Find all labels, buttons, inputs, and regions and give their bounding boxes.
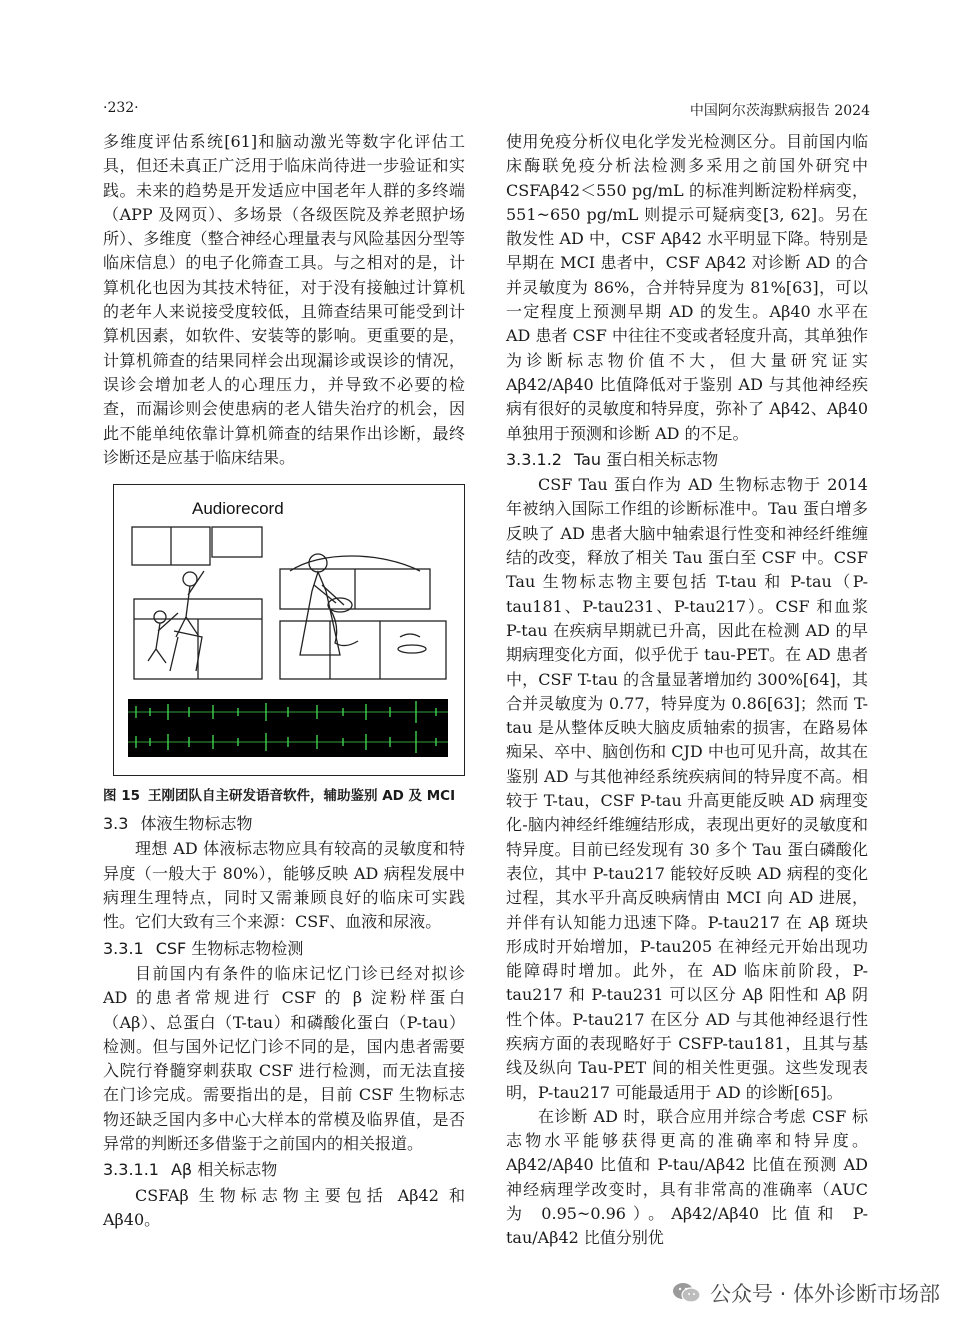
wechat-icon: [672, 1281, 702, 1305]
cookie-theft-illustration: [130, 525, 448, 685]
body-paragraph: 理想 AD 体液标志物应具有较高的灵敏度和特异度（一般大于 80%），能够反映 AD 病程发展中病理生理特点，同时又需兼顾良好的临床可实践性。它们大致有三个来源：CSF、血液和尿液。: [103, 839, 465, 932]
body-paragraph: 多维度评估系统[61]和脑动激光等数字化评估工具，但还未真正广泛用于临床尚待进一步验证和实践。未来的趋势是开发适应中国老年人群的多终端（APP 及网页）、多场景（各级医院及养老照护场所）、多维度（整合神经心理量表与风险基因分型等临床信息）的电子化筛查工具。与之相对的是，计算机化也因为其技术特征，对于没有接触过计算机的老年人来说接受度较低，且筛查结果可能受到计算机因素，如软件、安装等的影响。更重要的是，计算机筛查的结果同样会出现漏诊或误诊的情况，误诊会增加老人的心理压力，并导致不必要的检查，而漏诊则会使患病的老人错失治疗的机会，因此不能单纯依靠计算机筛查的结果作出诊断，最终诊断还是应基于临床结果。: [103, 132, 465, 467]
figure-caption-text: 王刚团队自主研发语音软件，辅助鉴别 AD 及 MCI: [148, 788, 456, 805]
watermark-text: 公众号 · 体外诊断市场部: [709, 1282, 940, 1306]
running-title: 中国阿尔茨海默病报告 2024: [689, 103, 870, 119]
section-heading-3-3: [103, 812, 465, 836]
section-number: 3.3.1: [103, 938, 144, 958]
section-number: 3.3.1.2: [506, 449, 562, 469]
body-paragraph: CSF Tau 蛋白作为 AD 生物标志物于 2014 年被纳入国际工作组的诊断标准中。Tau 蛋白增多反映了 AD 患者大脑中轴索退行性变和神经纤维缠结的改变，释放了相关 Tau 蛋白至 CSF 中。CSF Tau 生物标志物主要包括 T-tau 和 P-tau（P-tau181、P-tau231、P-tau217）。CSF 和血浆 P-tau 在疾病早期就已升高，因此在检测 AD 的早期病理变化方面，似乎优于 tau-PET。在 AD 患者中，CSF T-tau 的含量显著增加约 300%[64]，其合并灵敏度为 0.77，特异度为 0.86[63]；然而 T-tau 是从整体反映大脑皮质轴索的损害，在路易体痴呆、卒中、脑创伤和 CJD 中也可见升高，故其在鉴别 AD 与其他神经系统疾病间的特异度不高。相较于 T-tau，CSF P-tau 升高更能反映 AD 病理变化-脑内神经纤维缠结形成，表现出更好的灵敏度和特异度。目前已经发现有 30 多个 Tau 蛋白磷酸化表位，其中 P-tau217 能较好反映 AD 病程的变化过程，其水平升高反映病情由 MCI 向 AD 进展，并伴有认知能力迅速下降。P-tau217 在 Aβ 斑块形成时开始增加，P-tau205 在神经元开始出现功能障碍时增加。此外，在 AD 临床前阶段，P-tau217 和 P-tau231 可以区分 Aβ 阳性和 Aβ 阴性个体。P-tau217 在区分 AD 与其他神经退行性疾病方面的表现略好于 CSFP-tau181，且其与基线及纵向 Tau-PET 间的相关性更强。这些发现表明，P-tau217 可能最适用于 AD 的诊断[65]。: [506, 475, 868, 1102]
section-heading-3-3-1-2: [506, 448, 868, 472]
figure-title: Audiorecord: [192, 499, 284, 519]
right-column: [506, 130, 868, 1251]
section-number: 3.3: [103, 814, 129, 834]
body-paragraph: CSFAβ 生物标志物主要包括 Aβ42 和 Aβ40。: [103, 1185, 465, 1229]
section-title: CSF 生物标志物检测: [155, 938, 304, 958]
section-heading-3-3-1-1: [103, 1158, 465, 1182]
watermark: [672, 1278, 940, 1308]
section-title: Tau 蛋白相关标志物: [573, 449, 719, 469]
body-paragraph: 使用免疫分析仪电化学发光检测区分。目前国内临床酶联免疫分析法检测多采用之前国外研究中 CSFAβ42＜550 pg/mL 的标准判断淀粉样病变，551~650 pg/mL 则提示可疑病变[3, 62]。另在散发性 AD 中，CSF Aβ42 水平明显下降。特别是早期在 MCI 患者中，CSF Aβ42 对诊断 AD 的合并灵敏度为 86%，合并特异度为 81%[63]，可以一定程度上预测早期 AD 的发生。Aβ40 水平在 AD 患者 CSF 中往往不变或者轻度升高，其单独作为诊断标志物价值不大，但大量研究证实 Aβ42/Aβ40 比值降低对于鉴别 AD 与其他神经疾病有很好的灵敏度和特异度，弥补了 Aβ42、Aβ40 单独用于预测和诊断 AD 的不足。: [506, 132, 868, 443]
figure-audiorecord: [113, 484, 465, 776]
section-title: Aβ 相关标志物: [170, 1160, 278, 1180]
section-number: 3.3.1.1: [103, 1160, 159, 1180]
figure-caption: [103, 784, 465, 804]
section-title: 体液生物标志物: [140, 814, 253, 834]
body-paragraph: 目前国内有条件的临床记忆门诊已经对拟诊 AD 的患者常规进行 CSF 的 β 淀粉样蛋白（Aβ）、总蛋白（T-tau）和磷酸化蛋白（P-tau）检测。但与国外记忆门诊不同的是，国内患者需要入院行脊髓穿刺获取 CSF 进行检测，而无法直接在门诊完成。需要指出的是，目前 CSF 生物标志物还缺乏国内多中心大样本的常模及临界值，是否异常的判断还多借鉴于之前国内的相关报道。: [103, 963, 465, 1154]
left-column: [103, 130, 465, 1232]
section-heading-3-3-1: [103, 937, 465, 961]
figure-caption-label: 图 15: [103, 788, 140, 805]
body-paragraph: 在诊断 AD 时，联合应用并综合考虑 CSF 标志物水平能够获得更高的准确率和特异度。Aβ42/Aβ40 比值和 P-tau/Aβ42 比值在预测 AD 神经病理学改变时，具有非常高的准确率（AUC 为 0.95~0.96）。Aβ42/Aβ40 比值和 P-tau/Aβ42 比值分别优: [506, 1106, 868, 1248]
audio-waveform: [128, 699, 448, 757]
page-number: ·232·: [103, 100, 139, 116]
